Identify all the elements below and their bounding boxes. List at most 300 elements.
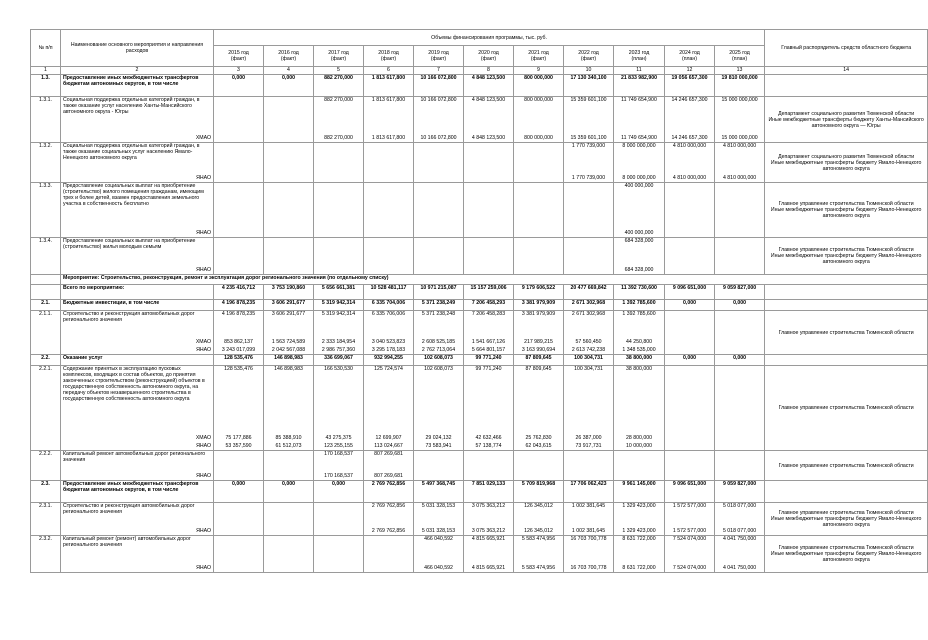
cell-value [715, 311, 765, 355]
year-label: 2022 год [578, 50, 599, 56]
year-label: 2025 год [729, 50, 750, 56]
cell-value [264, 355, 314, 366]
cell-value [214, 183, 264, 238]
year-kind: (факт) [380, 56, 397, 62]
municipality-label: ЯНАО [196, 473, 211, 479]
document-table-container [30, 29, 924, 573]
value-total: 10 166 072,800 [420, 97, 457, 103]
value-text: 4 235 416,712 [221, 285, 256, 291]
cell-value [314, 97, 364, 143]
value-text: 87 809,645 [525, 355, 552, 361]
cell-value [364, 311, 414, 355]
activity-text: Предоставление социальных выплат на приобретение (строительство) жилья молодым семьям [63, 238, 196, 250]
cell-value [214, 311, 264, 355]
value-total: 128 535,476 [224, 366, 253, 372]
header-year-7 [514, 46, 564, 67]
value-municipality: 62 043,615 [525, 443, 552, 449]
header-year-6 [464, 46, 514, 67]
cell-value [264, 451, 314, 481]
value-text: 9 096 651,000 [672, 481, 707, 487]
cell-value [464, 481, 514, 503]
cell-activity-name [61, 75, 214, 97]
activity-text: Капитальный ремонт (ремонт) автомобильных дорог регионального значения [63, 536, 191, 548]
value-text: 6 335 704,006 [371, 300, 406, 306]
value-municipality: 15 000 000,000 [721, 135, 758, 141]
cell-value [715, 183, 765, 238]
value-text: 5 319 942,314 [321, 300, 356, 306]
cell-value [464, 75, 514, 97]
cell-value [214, 366, 264, 451]
cell-value [464, 355, 514, 366]
value-total: 126 345,012 [524, 503, 553, 509]
cell-budget-manager: Главное управление строительства Тюменской области Иные межбюджетные трансферты бюджету Ямало-Ненецкого автономного округа [765, 536, 928, 573]
cell-value [464, 300, 514, 311]
value-total: 125 724,574 [374, 366, 403, 372]
cell-value [614, 311, 665, 355]
value-municipality: 3 243 017,099 [221, 347, 256, 353]
cell-number: 2.3.2. [31, 536, 61, 573]
section-title: Мероприятие: Строительство, реконструкция, ремонт и эксплуатация дорог регионального значения (по отдельному списку) [61, 275, 928, 285]
cell-value [414, 143, 464, 183]
value-text: 0,000 [733, 355, 747, 361]
cell-value [564, 503, 614, 536]
table-row [31, 238, 928, 275]
column-number: 1 [31, 67, 61, 75]
value-municipality: 7 524 074,000 [672, 565, 707, 571]
cell-value [464, 97, 514, 143]
cell-value [514, 97, 564, 143]
value-total: 5 583 474,956 [521, 536, 556, 542]
year-label: 2019 год [428, 50, 449, 56]
value-total: 4 041 750,000 [722, 536, 757, 542]
cell-value [414, 183, 464, 238]
cell-value [514, 285, 564, 300]
value-total: 466 040,592 [424, 536, 453, 542]
value-municipality: 5 018 077,000 [722, 528, 757, 534]
cell-value [715, 451, 765, 481]
cell-value [564, 311, 614, 355]
cell-value [414, 355, 464, 366]
cell-value [715, 366, 765, 451]
cell-value [614, 355, 665, 366]
value-municipality: 28 800,000 [626, 435, 652, 441]
cell-value [514, 300, 564, 311]
cell-value [665, 143, 715, 183]
cell-value [364, 143, 414, 183]
value-total: 4 848 123,500 [471, 97, 506, 103]
column-number: 5 [314, 67, 364, 75]
cell-budget-manager: Главное управление строительства Тюменской области [765, 311, 928, 355]
activity-text: Бюджетные инвестиции, в том числе [63, 300, 160, 306]
cell-value [414, 503, 464, 536]
value-municipality: 4 848 123,500 [471, 135, 506, 141]
value-text: 5 371 238,249 [421, 300, 456, 306]
cell-value [364, 366, 414, 451]
table-row [31, 451, 928, 481]
value-text: 0,000 [232, 481, 245, 487]
cell-value [464, 285, 514, 300]
value-municipality: 4 810 000,000 [722, 175, 757, 181]
activity-text: Предоставление иных межбюджетных трансфертов бюджетам автономных округов, в том числе [63, 481, 199, 493]
municipality-label: ХМАО [195, 435, 211, 441]
cell-value [464, 503, 514, 536]
cell-value [214, 536, 264, 573]
cell-value [314, 311, 364, 355]
value-total: 5 371 238,248 [421, 311, 456, 317]
value-municipality: 25 762,830 [525, 435, 552, 441]
value-text: 5 497 368,745 [421, 481, 456, 487]
value-text: 102 608,073 [424, 355, 453, 361]
cell-value [715, 75, 765, 97]
header-year-9 [614, 46, 665, 67]
value-municipality: 10 166 072,800 [420, 135, 457, 141]
year-kind: (факт) [430, 56, 447, 62]
municipality-label: ЯНАО [196, 230, 211, 236]
cell-budget-manager [765, 300, 928, 311]
value-total: 2 671 302,968 [571, 311, 606, 317]
cell-value [364, 300, 414, 311]
header-year-3 [314, 46, 364, 67]
municipality-label: ЯНАО [196, 175, 211, 181]
cell-value [514, 503, 564, 536]
value-municipality: 1 572 577,000 [672, 528, 707, 534]
column-number: 3 [214, 67, 264, 75]
value-text: 9 059 827,000 [722, 481, 757, 487]
column-number: 12 [665, 67, 715, 75]
value-municipality: 61 512,073 [275, 443, 302, 449]
activity-text: Предоставление социальных выплат на приобретение (строительство) жилого помещения гражданам, имеющим трех и более детей, взамен предоставления земельного участка в собственность бесплатно [63, 183, 204, 207]
cell-value [614, 97, 665, 143]
header-year-8 [564, 46, 614, 67]
cell-value [364, 451, 414, 481]
cell-value [414, 285, 464, 300]
cell-value [214, 503, 264, 536]
cell-value [414, 481, 464, 503]
value-municipality: 466 040,592 [424, 565, 453, 571]
cell-value [614, 75, 665, 97]
value-total: 1 002 381,645 [571, 503, 606, 509]
value-text: 15 157 259,006 [470, 285, 507, 291]
cell-activity-name [61, 311, 214, 355]
cell-value [314, 481, 364, 503]
value-municipality: 57 560,450 [575, 339, 602, 345]
value-total: 146 898,983 [274, 366, 303, 372]
cell-value [264, 75, 314, 97]
value-municipality: 5 583 474,956 [521, 565, 556, 571]
cell-value [715, 238, 765, 275]
cell-value [665, 300, 715, 311]
value-total: 14 246 657,300 [671, 97, 708, 103]
cell-value [665, 311, 715, 355]
cell-value [564, 300, 614, 311]
cell-value [564, 183, 614, 238]
header-year-4 [364, 46, 414, 67]
value-municipality: 42 632,466 [475, 435, 502, 441]
value-total: 807 269,681 [374, 451, 403, 457]
value-total: 8 000 000,000 [622, 143, 656, 149]
value-municipality: 16 703 700,778 [570, 565, 607, 571]
municipality-label: ХМАО [195, 339, 211, 345]
cell-value [514, 366, 564, 451]
value-municipality: 11 749 654,900 [621, 135, 657, 141]
header-financing-group: Объемы финансирования программы, тыс. руб. [214, 30, 765, 46]
value-municipality: 26 387,000 [575, 435, 602, 441]
value-municipality: 684 328,000 [624, 267, 654, 273]
table-row [31, 355, 928, 366]
cell-budget-manager [765, 481, 928, 503]
year-kind: (план) [732, 56, 748, 62]
financing-table [30, 29, 928, 573]
header-year-2 [264, 46, 314, 67]
value-text: 2 671 302,968 [571, 300, 606, 306]
cell-value [665, 75, 715, 97]
cell-value [514, 536, 564, 573]
cell-value [715, 355, 765, 366]
table-row [31, 481, 928, 503]
column-number: 7 [414, 67, 464, 75]
cell-value [314, 366, 364, 451]
value-total: 15 000 000,000 [721, 97, 758, 103]
cell-activity-name [61, 238, 214, 275]
value-total: 4 810 000,000 [722, 143, 757, 149]
value-municipality: 57 138,774 [475, 443, 502, 449]
cell-value [514, 451, 564, 481]
value-text: 11 392 730,600 [621, 285, 657, 291]
cell-value [364, 536, 414, 573]
value-municipality: 5 664 801,157 [471, 347, 506, 353]
value-text: 9 096 651,000 [672, 285, 707, 291]
value-text: 146 898,983 [274, 355, 303, 361]
value-text: 0,000 [733, 300, 747, 306]
value-text: 17 130 340,100 [570, 75, 607, 81]
cell-value [314, 238, 364, 275]
cell-value [464, 143, 514, 183]
cell-value [665, 97, 715, 143]
value-text: 932 994,255 [374, 355, 403, 361]
value-municipality: 400 000,000 [624, 230, 654, 236]
activity-text: Социальная поддержка отдельных категорий граждан, в также оказание услуг населению Ханты-Мансийского автономного округа - Югры [63, 97, 200, 115]
table-row [31, 285, 928, 300]
activity-text: Капитальный ремонт автомобильных дорог регионального значения [63, 451, 206, 463]
value-municipality: 3 163 990,694 [521, 347, 556, 353]
cell-activity-name [61, 481, 214, 503]
value-total: 8 631 722,000 [622, 536, 656, 542]
value-total: 1 329 423,000 [622, 503, 656, 509]
cell-number: 2.2.1. [31, 366, 61, 451]
value-text: 1 813 617,800 [371, 75, 406, 81]
cell-number: 1.3.2. [31, 143, 61, 183]
value-total: 7 524 074,000 [672, 536, 707, 542]
cell-value [514, 238, 564, 275]
value-municipality: 10 000,000 [626, 443, 652, 449]
cell-value [414, 311, 464, 355]
header-budget-manager: Главный распорядитель средств областного бюджета [765, 30, 928, 67]
value-text: 3 381 979,909 [521, 300, 556, 306]
cell-value [614, 238, 665, 275]
header-year-10 [665, 46, 715, 67]
value-municipality: 29 024,132 [425, 435, 452, 441]
cell-value [564, 285, 614, 300]
value-total: 6 335 706,006 [371, 311, 406, 317]
value-text: 2 769 762,856 [371, 481, 406, 487]
cell-value [514, 143, 564, 183]
value-total: 100 304,731 [574, 366, 603, 372]
cell-value [715, 143, 765, 183]
value-text: 0,000 [683, 300, 696, 306]
value-municipality: 1 541 667,126 [471, 339, 506, 345]
cell-value [214, 143, 264, 183]
cell-value [715, 97, 765, 143]
cell-value [614, 481, 665, 503]
column-number: 2 [61, 67, 214, 75]
value-text: 99 771,240 [475, 355, 502, 361]
table-row [31, 300, 928, 311]
value-text: 3 753 190,860 [271, 285, 306, 291]
value-total: 4 810 000,000 [672, 143, 707, 149]
cell-value [264, 183, 314, 238]
value-total: 102 608,073 [424, 366, 453, 372]
municipality-label: ЯНАО [196, 528, 211, 534]
value-total: 5 031 328,153 [421, 503, 456, 509]
cell-activity-name [61, 355, 214, 366]
cell-value [264, 311, 314, 355]
value-municipality: 1 813 617,800 [371, 135, 406, 141]
value-total: 5 319 942,314 [321, 311, 356, 317]
cell-value [564, 451, 614, 481]
value-total: 7 206 458,283 [471, 311, 506, 317]
value-text: 1 392 785,600 [622, 300, 656, 306]
value-total: 2 769 762,856 [371, 503, 406, 509]
value-total: 3 075 363,212 [471, 503, 506, 509]
cell-value [264, 97, 314, 143]
cell-value [665, 285, 715, 300]
cell-value [665, 536, 715, 573]
value-municipality: 217 989,215 [524, 339, 553, 345]
value-total: 11 749 654,900 [621, 97, 657, 103]
cell-value [214, 75, 264, 97]
cell-value [314, 183, 364, 238]
value-total: 87 809,645 [525, 366, 552, 372]
cell-value [314, 451, 364, 481]
value-municipality: 2 762 713,064 [421, 347, 456, 353]
cell-value [414, 451, 464, 481]
cell-value [264, 300, 314, 311]
value-total: 15 359 601,100 [570, 97, 607, 103]
cell-value [214, 481, 264, 503]
cell-value [665, 503, 715, 536]
cell-budget-manager: Департамент социального развития Тюменской области Иные межбюджетные трансферты бюджету Ямало-Ненецкого автономного округа [765, 143, 928, 183]
cell-value [314, 285, 364, 300]
value-text: 0,000 [282, 481, 295, 487]
cell-value [214, 238, 264, 275]
value-municipality: 113 024,667 [374, 443, 403, 449]
cell-value [715, 481, 765, 503]
value-total: 38 800,000 [626, 366, 652, 372]
value-municipality: 43 275,375 [325, 435, 352, 441]
cell-value [364, 97, 414, 143]
cell-value [564, 536, 614, 573]
value-text: 0,000 [332, 481, 345, 487]
cell-value [514, 183, 564, 238]
year-label: 2016 год [278, 50, 299, 56]
value-municipality: 1 002 381,645 [571, 528, 606, 534]
year-kind: (факт) [280, 56, 297, 62]
value-total: 1 572 577,000 [672, 503, 707, 509]
value-text: 336 699,067 [324, 355, 353, 361]
cell-value [414, 75, 464, 97]
cell-value [264, 503, 314, 536]
cell-budget-manager: Департамент социального развития Тюменской области Иные межбюджетные трансферты бюджету Ханты-Мансийского автономного округа — Югры [765, 97, 928, 143]
value-total: 400 000,000 [624, 183, 654, 189]
cell-budget-manager: Главное управление строительства Тюменской области [765, 366, 928, 451]
cell-value [364, 75, 414, 97]
activity-text: Содержание принятых в эксплуатацию пусковых комплексов, входящих в состав объектов, до принятия законченных строительством (реконструкцией) объектов в государственную собственность автономного округа, на передачу объектов незавершенного строительства в государственную собственность автономного округа [63, 366, 205, 402]
value-total: 684 328,000 [624, 238, 654, 244]
value-text: 0,000 [232, 75, 245, 81]
cell-value [665, 238, 715, 275]
cell-value [214, 451, 264, 481]
cell-value [414, 536, 464, 573]
value-text: 0,000 [282, 75, 295, 81]
cell-value [614, 285, 665, 300]
value-total: 166 530,530 [324, 366, 353, 372]
cell-number: 2.1.1. [31, 311, 61, 355]
cell-budget-manager: Главное управление строительства Тюменской области Иные межбюджетные трансферты бюджету Ямало-Ненецкого автономного округа [765, 183, 928, 238]
cell-activity-name [61, 366, 214, 451]
activity-text: Строительство и реконструкция автомобильных дорог регионального значения [63, 503, 195, 515]
cell-value [214, 355, 264, 366]
value-total: 16 703 700,778 [570, 536, 607, 542]
cell-value [264, 536, 314, 573]
value-text: 5 656 661,381 [321, 285, 356, 291]
value-municipality: 1 563 724,589 [271, 339, 306, 345]
value-text: 17 706 062,423 [570, 481, 607, 487]
value-total: 5 018 077,000 [722, 503, 757, 509]
cell-number [31, 285, 61, 300]
activity-text: Социальная поддержка отдельных категорий граждан, в также оказание социальных услуг населению Ямало-Ненецкого автономного округа [63, 143, 200, 161]
value-municipality: 807 269,681 [374, 473, 403, 479]
cell-activity-name [61, 503, 214, 536]
header-year-5 [414, 46, 464, 67]
value-text: 100 304,731 [574, 355, 603, 361]
value-text: 882 270,000 [324, 75, 353, 81]
section-row [31, 275, 928, 285]
value-municipality: 1 348 535,000 [622, 347, 656, 353]
value-municipality: 8 000 000,000 [622, 175, 656, 181]
value-municipality: 44 250,800 [626, 339, 652, 345]
value-text: 9 059 827,000 [722, 285, 757, 291]
cell-value [264, 481, 314, 503]
cell-number: 1.3.1. [31, 97, 61, 143]
value-municipality: 2 986 757,360 [321, 347, 356, 353]
cell-value [264, 285, 314, 300]
value-municipality: 75 177,886 [225, 435, 252, 441]
cell-value [364, 238, 414, 275]
value-total: 3 606 291,677 [271, 311, 306, 317]
year-label: 2021 год [528, 50, 549, 56]
value-total: 800 000,000 [524, 97, 553, 103]
year-kind: (факт) [330, 56, 347, 62]
column-number: 6 [364, 67, 414, 75]
value-municipality: 5 031 328,153 [421, 528, 456, 534]
cell-number: 2.1. [31, 300, 61, 311]
value-text: 10 971 215,087 [420, 285, 457, 291]
cell-value [314, 75, 364, 97]
cell-value [564, 366, 614, 451]
cell-budget-manager [765, 285, 928, 300]
cell-value [314, 143, 364, 183]
column-number: 11 [614, 67, 665, 75]
